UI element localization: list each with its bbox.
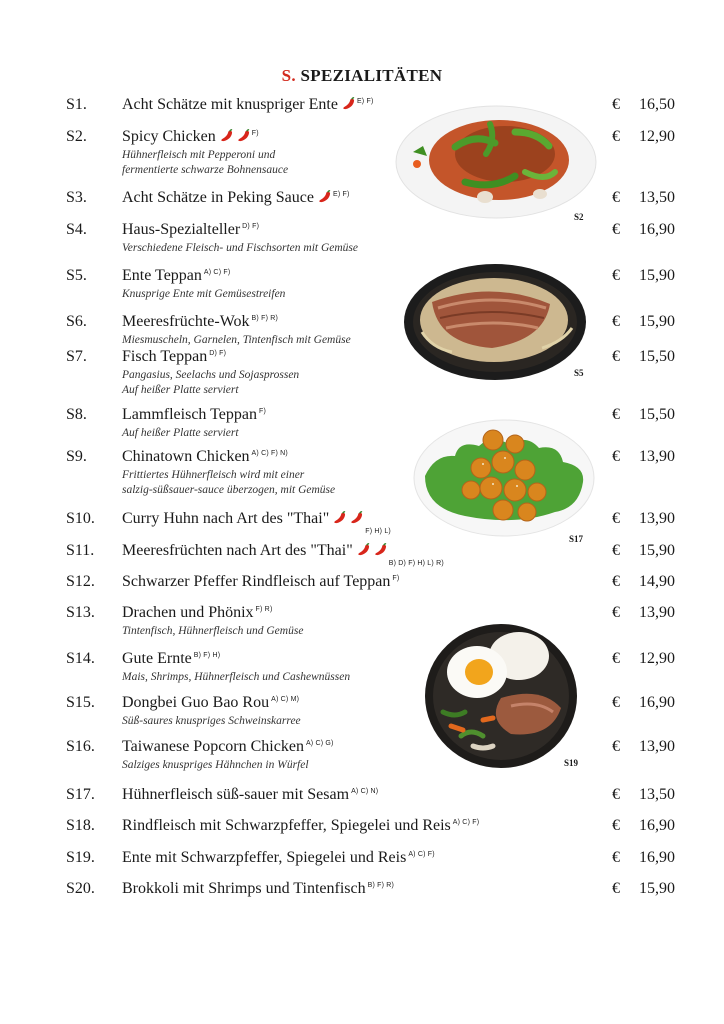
currency-symbol: € — [612, 786, 620, 803]
item-code: S13. — [66, 604, 95, 621]
chili-icon — [237, 129, 250, 147]
item-price: 13,90 — [639, 448, 675, 465]
allergen-codes: F) — [258, 407, 266, 415]
chili-icon — [357, 543, 370, 561]
chili-icon — [342, 97, 355, 115]
item-description: salzig-süßsauer-sauce überzogen, mit Gemüse — [122, 484, 336, 496]
item-description: Miesmuscheln, Garnelen, Tintenfisch mit Gemüse — [122, 334, 351, 346]
currency-symbol: € — [612, 96, 620, 113]
allergen-codes: A) C) F) — [452, 818, 480, 826]
item-price: 15,50 — [639, 348, 675, 365]
page-title — [0, 66, 724, 86]
currency-symbol: € — [612, 694, 620, 711]
allergen-codes: A) C) N) — [351, 787, 379, 795]
photo-label-s2: S2 — [574, 212, 584, 222]
item-name — [122, 96, 374, 115]
item-code: S1. — [66, 96, 87, 113]
item-name — [122, 267, 230, 285]
item-price: 15,90 — [639, 313, 675, 330]
item-price: 15,50 — [639, 406, 675, 423]
item-code: S16. — [66, 738, 95, 755]
item-name-text: Curry Huhn nach Art des "Thai" — [122, 510, 330, 527]
chili-icon — [333, 511, 346, 529]
currency-symbol: € — [612, 267, 620, 284]
item-name — [122, 786, 378, 804]
allergen-codes: F) H) L) — [365, 528, 391, 535]
item-name-text: Ente mit Schwarzpfeffer, Spiegelei und Reis — [122, 849, 407, 866]
allergen-codes: D) F) — [242, 222, 260, 230]
item-code: S10. — [66, 510, 95, 527]
item-name — [122, 128, 259, 147]
currency-symbol: € — [612, 542, 620, 559]
currency-symbol: € — [612, 817, 620, 834]
allergen-codes: D) F) — [209, 349, 227, 357]
item-name-text: Rindfleisch mit Schwarzpfeffer, Spiegelei und Reis — [122, 817, 451, 834]
item-name-text: Meeresfrüchten nach Art des "Thai" — [122, 542, 353, 559]
item-name — [122, 650, 220, 668]
item-name — [122, 604, 272, 622]
item-name — [122, 221, 259, 239]
item-price: 13,90 — [639, 604, 675, 621]
currency-symbol: € — [612, 738, 620, 755]
item-description: Pangasius, Seelachs und Sojasprossen — [122, 369, 300, 381]
item-description: Frittiertes Hühnerfleisch wird mit einer — [122, 469, 305, 481]
currency-symbol: € — [612, 510, 620, 527]
item-name — [122, 573, 399, 591]
item-name-text: Brokkoli mit Shrimps und Tintenfisch — [122, 880, 366, 897]
allergen-codes: A) C) F) — [408, 850, 435, 858]
photo-label-s19: S19 — [564, 758, 579, 768]
item-name-text: Fisch Teppan — [122, 348, 208, 365]
item-description: Tintenfisch, Hühnerfleisch und Gemüse — [122, 625, 304, 637]
item-name — [122, 189, 350, 208]
currency-symbol: € — [612, 128, 620, 145]
item-price: 15,90 — [639, 880, 675, 897]
item-name — [122, 510, 391, 535]
item-price: 13,90 — [639, 510, 675, 527]
item-name — [122, 313, 278, 331]
item-price: 15,90 — [639, 542, 675, 559]
item-name — [122, 694, 299, 712]
item-code: S8. — [66, 406, 87, 423]
item-name-text: Dongbei Guo Bao Rou — [122, 694, 270, 711]
item-code: S12. — [66, 573, 95, 590]
allergen-codes: F) — [251, 129, 259, 137]
item-price: 14,90 — [639, 573, 675, 590]
currency-symbol: € — [612, 604, 620, 621]
item-name-text: Meeresfrüchte-Wok — [122, 313, 250, 330]
allergen-codes: B) F) H) — [193, 651, 221, 659]
item-name-text: Haus-Spezialteller — [122, 221, 241, 238]
item-name — [122, 406, 266, 424]
item-name — [122, 542, 444, 567]
allergen-codes: F) R) — [255, 605, 273, 613]
dish-photo-s2 — [395, 102, 597, 220]
item-description: Auf heißer Platte serviert — [122, 384, 239, 396]
item-name — [122, 817, 479, 835]
item-description: Süß-saures knuspriges Schweinskarree — [122, 715, 301, 727]
item-description: Mais, Shrimps, Hühnerfleisch und Cashewnüssen — [122, 671, 351, 683]
item-name — [122, 880, 394, 898]
currency-symbol: € — [612, 573, 620, 590]
photo-label-s5: S5 — [574, 368, 584, 378]
item-description: Verschiedene Fleisch- und Fischsorten mit Gemüse — [122, 242, 359, 254]
item-name-text: Chinatown Chicken — [122, 448, 250, 465]
allergen-codes: B) F) R) — [251, 314, 279, 322]
allergen-codes: E) F) — [332, 190, 350, 198]
item-name-text: Taiwanese Popcorn Chicken — [122, 738, 304, 755]
section-title: SPEZIALITÄTEN — [300, 66, 443, 85]
item-code: S4. — [66, 221, 87, 238]
item-price: 16,50 — [639, 96, 675, 113]
dish-photo-s19 — [421, 616, 583, 772]
item-code: S6. — [66, 313, 87, 330]
currency-symbol: € — [612, 406, 620, 423]
currency-symbol: € — [612, 650, 620, 667]
item-description: Hühnerfleisch mit Pepperoni und — [122, 149, 276, 161]
chili-icon — [350, 511, 363, 529]
item-price: 13,50 — [639, 189, 675, 206]
item-price: 16,90 — [639, 817, 675, 834]
item-price: 12,90 — [639, 650, 675, 667]
item-code: S3. — [66, 189, 87, 206]
item-description: fermentierte schwarze Bohnensauce — [122, 164, 289, 176]
item-name-text: Acht Schätze in Peking Sauce — [122, 189, 314, 206]
currency-symbol: € — [612, 189, 620, 206]
item-name-text: Ente Teppan — [122, 267, 202, 284]
item-code: S20. — [66, 880, 95, 897]
currency-symbol: € — [612, 348, 620, 365]
allergen-codes: A) C) F) N) — [251, 449, 288, 457]
item-name-text: Lammfleisch Teppan — [122, 406, 257, 423]
chili-icon — [374, 543, 387, 561]
item-code: S7. — [66, 348, 87, 365]
item-code: S11. — [66, 542, 95, 559]
item-code: S9. — [66, 448, 87, 465]
item-name — [122, 738, 334, 756]
item-price: 15,90 — [639, 267, 675, 284]
allergen-codes: F) — [392, 574, 400, 582]
item-description: Knusprige Ente mit Gemüsestreifen — [122, 288, 286, 300]
item-price: 16,90 — [639, 694, 675, 711]
item-name — [122, 849, 435, 867]
allergen-codes: A) C) G) — [305, 739, 334, 747]
allergen-codes: B) F) R) — [367, 881, 395, 889]
item-name-text: Acht Schätze mit knuspriger Ente — [122, 96, 338, 113]
item-code: S2. — [66, 128, 87, 145]
item-name-text: Drachen und Phönix — [122, 604, 254, 621]
currency-symbol: € — [612, 313, 620, 330]
currency-symbol: € — [612, 448, 620, 465]
allergen-codes: A) C) F) — [203, 268, 231, 276]
item-name-text: Gute Ernte — [122, 650, 192, 667]
item-name — [122, 448, 288, 466]
item-name-text: Spicy Chicken — [122, 128, 216, 145]
item-name-text: Hühnerfleisch süß-sauer mit Sesam — [122, 786, 350, 803]
item-description: Auf heißer Platte serviert — [122, 427, 239, 439]
dish-photo-s5 — [402, 262, 588, 382]
currency-symbol: € — [612, 849, 620, 866]
chili-icon — [220, 129, 233, 147]
dish-photo-s17 — [411, 416, 597, 540]
allergen-codes: A) C) M) — [271, 695, 300, 703]
item-code: S18. — [66, 817, 95, 834]
item-price: 13,50 — [639, 786, 675, 803]
item-price: 12,90 — [639, 128, 675, 145]
chili-icon — [318, 190, 331, 208]
item-price: 16,90 — [639, 221, 675, 238]
item-description: Salziges knuspriges Hähnchen in Würfel — [122, 759, 309, 771]
item-name-text: Schwarzer Pfeffer Rindfleisch auf Teppan — [122, 573, 391, 590]
item-code: S17. — [66, 786, 95, 803]
item-code: S19. — [66, 849, 95, 866]
item-code: S5. — [66, 267, 87, 284]
item-code: S14. — [66, 650, 95, 667]
section-letter: S. — [281, 66, 296, 85]
allergen-codes: B) D) F) H) L) R) — [388, 560, 444, 567]
allergen-codes: E) F) — [356, 97, 374, 105]
currency-symbol: € — [612, 221, 620, 238]
item-code: S15. — [66, 694, 95, 711]
item-price: 16,90 — [639, 849, 675, 866]
photo-label-s17: S17 — [569, 534, 584, 544]
currency-symbol: € — [612, 880, 620, 897]
item-name — [122, 348, 226, 366]
item-price: 13,90 — [639, 738, 675, 755]
